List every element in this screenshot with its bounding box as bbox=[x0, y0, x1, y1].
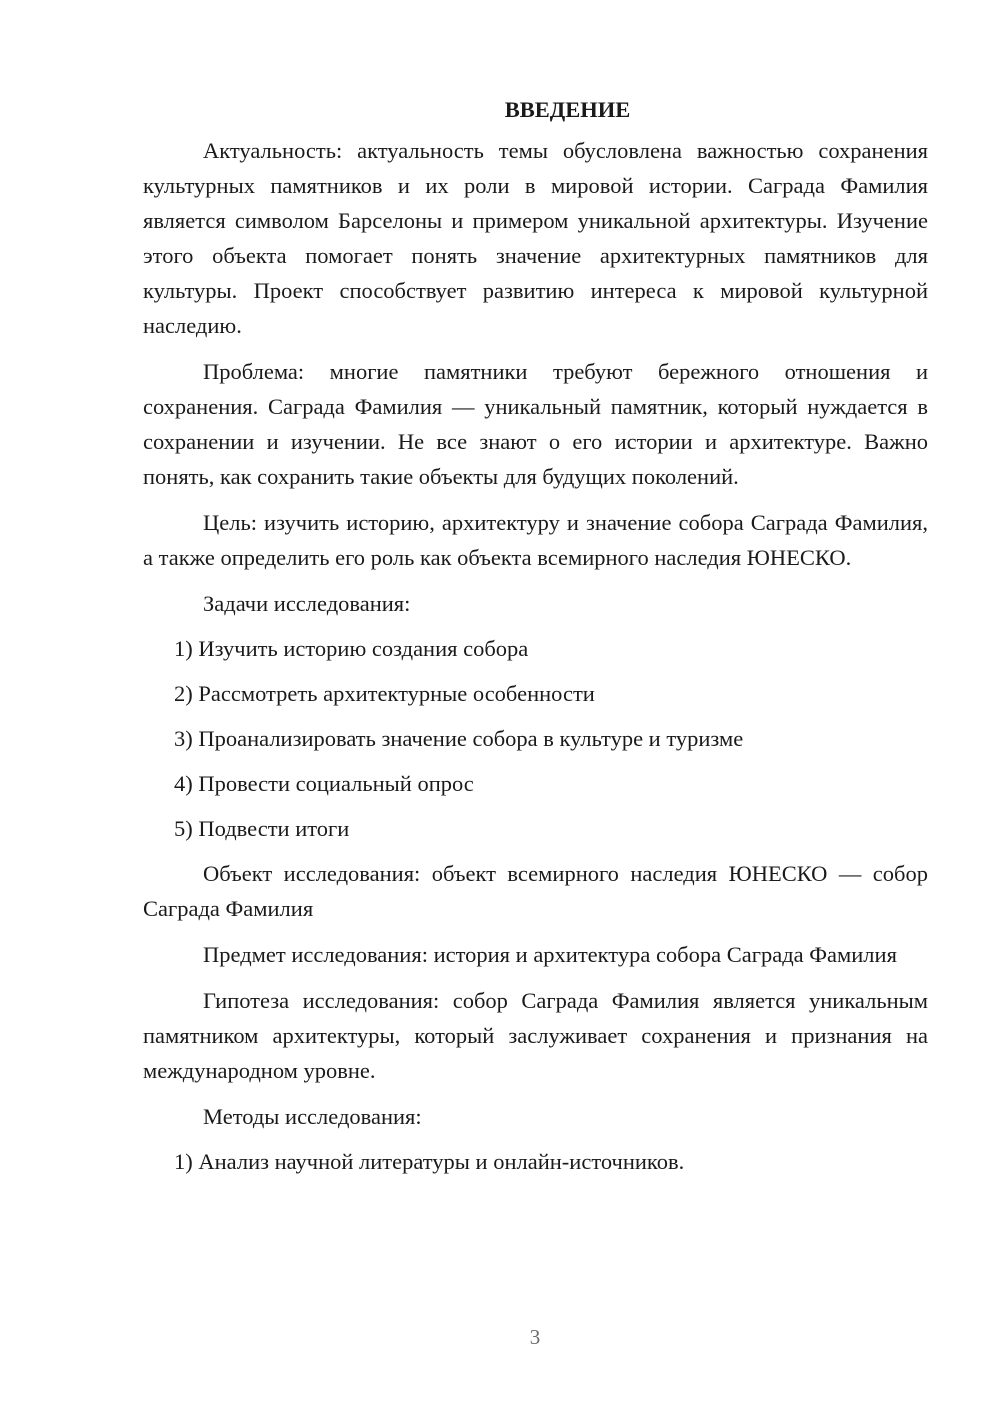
tasks-label: Задачи исследования: bbox=[203, 591, 411, 616]
paragraph-object: Объект исследования: объект всемирного наследия ЮНЕСКО — собор Саграда Фамилия bbox=[143, 861, 928, 921]
section-title: ВВЕДЕНИЕ bbox=[504, 97, 631, 122]
paragraph-problem: Проблема: многие памятники требуют бережного отношения и сохранения. Саграда Фамилия — уникальный памятник, который нуждается в сохранении и изучении. Не все знают о его истории и архитектуре. Важно понять, как сохранить такие объекты для будущих поколений. bbox=[143, 359, 928, 489]
list-item: 4) Провести социальный опрос bbox=[174, 771, 474, 796]
paragraph-subject: Предмет исследования: история и архитектура собора Саграда Фамилия bbox=[203, 942, 897, 967]
list-item: 5) Подвести итоги bbox=[174, 816, 350, 841]
document-page bbox=[143, 92, 928, 1189]
methods-list bbox=[143, 1144, 928, 1179]
paragraph-hypothesis: Гипотеза исследования: собор Саграда Фамилия является уникальным памятником архитектуры, который заслуживает сохранения и признания на международном уровне. bbox=[143, 988, 928, 1083]
list-item: 1) Анализ научной литературы и онлайн-источников. bbox=[174, 1149, 685, 1174]
tasks-list bbox=[143, 631, 928, 846]
methods-label: Методы исследования: bbox=[203, 1104, 422, 1129]
list-item: 1) Изучить историю создания собора bbox=[174, 636, 529, 661]
paragraph-relevance: Актуальность: актуальность темы обусловлена важностью сохранения культурных памятников и их роли в мировой истории. Саграда Фамилия является символом Барселоны и примером уникальной архитектуры. Изучение этого объекта помогает понять значение архитектурных памятников для культуры. Проект способствует развитию интереса к мировой культурной наследию. bbox=[143, 138, 928, 338]
list-item: 2) Рассмотреть архитектурные особенности bbox=[174, 681, 595, 706]
paragraph-goal: Цель: изучить историю, архитектуру и значение собора Саграда Фамилия, а также определить его роль как объекта всемирного наследия ЮНЕСКО. bbox=[143, 510, 928, 570]
list-item: 3) Проанализировать значение собора в культуре и туризме bbox=[174, 726, 744, 751]
page-number: 3 bbox=[529, 1325, 541, 1349]
